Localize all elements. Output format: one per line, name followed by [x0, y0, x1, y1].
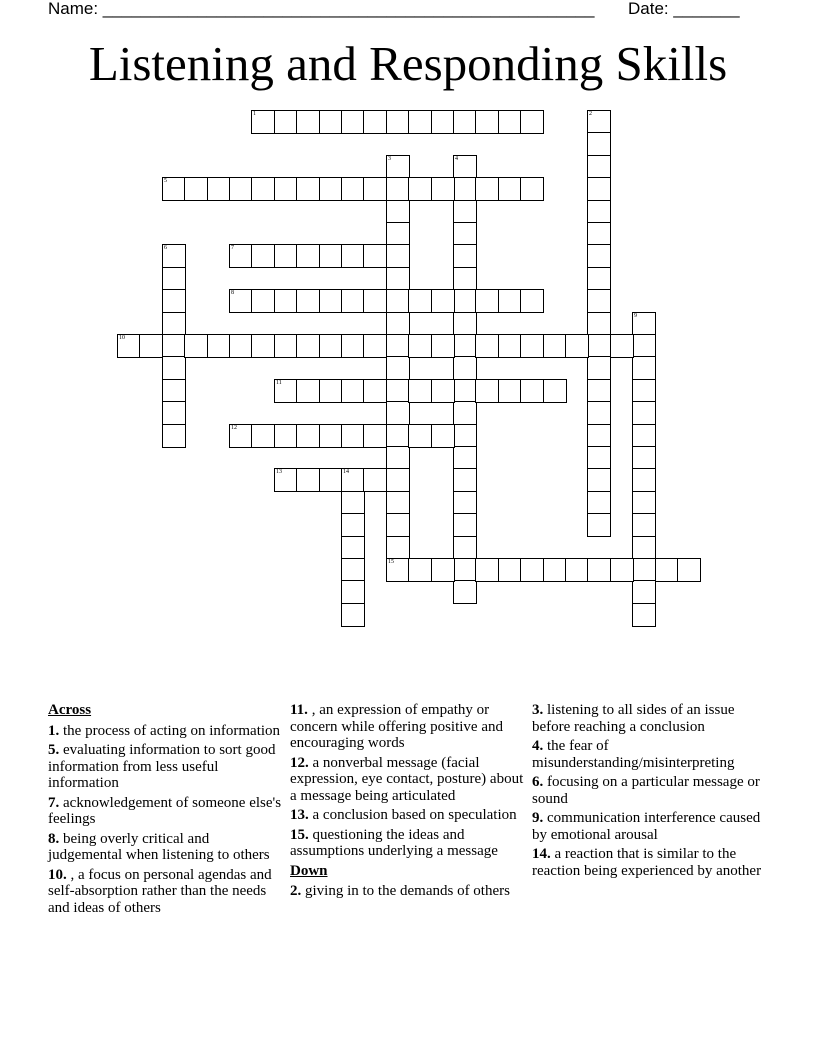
- crossword-cell[interactable]: [610, 334, 634, 358]
- clue-number: 11.: [290, 702, 308, 718]
- crossword-cell[interactable]: [475, 110, 499, 134]
- crossword-cell[interactable]: [162, 312, 186, 336]
- crossword-cell[interactable]: [587, 468, 611, 492]
- crossword-cell[interactable]: [341, 468, 365, 492]
- crossword-cell[interactable]: [632, 334, 656, 358]
- crossword-cell[interactable]: [296, 468, 320, 492]
- crossword-cell[interactable]: [386, 379, 410, 403]
- clue-number-label: 8: [231, 290, 234, 296]
- clue-down-2: [290, 883, 530, 900]
- page-title: Listening and Responding Skills: [88, 36, 728, 91]
- crossword-cell[interactable]: [251, 110, 275, 134]
- crossword-cell[interactable]: [319, 468, 343, 492]
- clue-text: focusing on a particular message or sound: [532, 774, 760, 807]
- crossword-cell[interactable]: [677, 558, 701, 582]
- clue-down-4: [532, 738, 772, 771]
- crossword-cell[interactable]: [408, 289, 432, 313]
- crossword-cell[interactable]: [408, 334, 432, 358]
- clue-number: 14.: [532, 846, 551, 862]
- clue-number-label: 5: [164, 178, 167, 184]
- clue-number: 8.: [48, 830, 60, 847]
- crossword-cell[interactable]: [587, 558, 611, 582]
- crossword-cell[interactable]: [453, 222, 477, 246]
- crossword-cell[interactable]: [296, 379, 320, 403]
- crossword-cell[interactable]: [587, 513, 611, 537]
- crossword-cell[interactable]: [162, 424, 186, 448]
- crossword-cell[interactable]: [587, 312, 611, 336]
- crossword-cell[interactable]: [655, 558, 679, 582]
- clues-column-3: [532, 702, 772, 882]
- crossword-cell[interactable]: [453, 110, 477, 134]
- crossword-cell[interactable]: [341, 603, 365, 627]
- clue-text: a conclusion based on speculation: [312, 807, 517, 823]
- clue-number-label: 4: [455, 156, 458, 162]
- crossword-cell[interactable]: [520, 379, 544, 403]
- crossword-cell[interactable]: [587, 289, 611, 313]
- crossword-cell[interactable]: [386, 177, 410, 201]
- clue-across-13: [290, 807, 530, 824]
- crossword-cell[interactable]: [341, 177, 365, 201]
- clue-number-label: 1: [253, 111, 256, 117]
- crossword-cell[interactable]: [229, 334, 253, 358]
- crossword-cell[interactable]: [587, 244, 611, 268]
- crossword-cell[interactable]: [475, 177, 499, 201]
- crossword-cell[interactable]: [162, 177, 186, 201]
- clue-down-6: [532, 774, 772, 807]
- crossword-cell[interactable]: [520, 558, 544, 582]
- crossword-cell[interactable]: [632, 558, 656, 582]
- crossword-cell[interactable]: [498, 379, 522, 403]
- clue-text: , a focus on personal agendas and self-absorption rather than the needs and ideas of others: [48, 866, 272, 916]
- crossword-cell[interactable]: [453, 446, 477, 470]
- crossword-cell[interactable]: [319, 334, 343, 358]
- crossword-cell[interactable]: [543, 334, 567, 358]
- clue-text: being overly critical and judgemental when listening to others: [48, 830, 270, 863]
- crossword-cell[interactable]: [587, 401, 611, 425]
- crossword-cell[interactable]: [453, 536, 477, 560]
- crossword-cell[interactable]: [229, 289, 253, 313]
- clue-number: 4.: [532, 738, 544, 754]
- crossword-cell[interactable]: [386, 244, 410, 268]
- crossword-cell[interactable]: [453, 312, 477, 336]
- clue-number-label: 11: [276, 380, 282, 386]
- clue-text: , an expression of empathy or concern while offering positive and encouraging words: [290, 702, 503, 751]
- crossword-cell[interactable]: [162, 244, 186, 268]
- crossword-cell[interactable]: [431, 177, 455, 201]
- clue-number: 1.: [48, 722, 60, 739]
- date-field[interactable]: Date: _______: [628, 0, 740, 18]
- clue-text: questioning the ideas and assumptions underlying a message: [290, 826, 498, 859]
- crossword-cell[interactable]: [162, 334, 186, 358]
- crossword-cell[interactable]: [274, 177, 298, 201]
- clue-text: a reaction that is similar to the reaction being experienced by another: [532, 846, 762, 879]
- clue-down-9: [532, 810, 772, 843]
- crossword-cell[interactable]: [587, 200, 611, 224]
- crossword-cell[interactable]: [632, 356, 656, 380]
- crossword-cell[interactable]: [632, 424, 656, 448]
- crossword-cell[interactable]: [274, 468, 298, 492]
- clue-across-12: [290, 755, 530, 805]
- crossword-cell[interactable]: [274, 244, 298, 268]
- crossword-cell[interactable]: [498, 177, 522, 201]
- crossword-cell[interactable]: [587, 177, 611, 201]
- crossword-cell[interactable]: [341, 244, 365, 268]
- crossword-cell[interactable]: [453, 289, 477, 313]
- clue-number-label: 9: [634, 313, 637, 319]
- crossword-cell[interactable]: [229, 244, 253, 268]
- crossword-cell[interactable]: [475, 558, 499, 582]
- crossword-cell[interactable]: [386, 267, 410, 291]
- crossword-cell[interactable]: [587, 155, 611, 179]
- crossword-cell[interactable]: [386, 110, 410, 134]
- clue-across-10: [48, 867, 284, 917]
- crossword-cell[interactable]: [341, 424, 365, 448]
- crossword-cell[interactable]: [229, 424, 253, 448]
- crossword-cell[interactable]: [386, 289, 410, 313]
- crossword-cell[interactable]: [453, 424, 477, 448]
- crossword-cell[interactable]: [498, 334, 522, 358]
- crossword-cell[interactable]: [341, 513, 365, 537]
- clue-number-label: 6: [164, 245, 167, 251]
- crossword-cell[interactable]: [363, 468, 387, 492]
- crossword-cell[interactable]: [431, 334, 455, 358]
- crossword-cell[interactable]: [341, 110, 365, 134]
- crossword-cell[interactable]: [408, 110, 432, 134]
- crossword-cell[interactable]: [632, 468, 656, 492]
- crossword-cell[interactable]: [296, 177, 320, 201]
- crossword-cell[interactable]: [475, 334, 499, 358]
- crossword-cell[interactable]: [386, 424, 410, 448]
- crossword-cell[interactable]: [319, 424, 343, 448]
- crossword-cell[interactable]: [386, 356, 410, 380]
- clue-number-label: 3: [388, 156, 391, 162]
- crossword-cell[interactable]: [341, 379, 365, 403]
- clue-number-label: 2: [589, 111, 592, 117]
- crossword-cell[interactable]: [363, 244, 387, 268]
- crossword-cell[interactable]: [475, 379, 499, 403]
- clues-column-1: [48, 702, 284, 919]
- clue-number: 15.: [290, 826, 309, 843]
- crossword-cell[interactable]: [453, 177, 477, 201]
- crossword-cell[interactable]: [408, 558, 432, 582]
- crossword-cell[interactable]: [587, 356, 611, 380]
- across-heading: Across: [48, 702, 92, 718]
- clue-down-3: [532, 702, 772, 735]
- crossword-cell[interactable]: [162, 356, 186, 380]
- clue-across-8: [48, 831, 284, 864]
- clue-number: 13.: [290, 807, 309, 823]
- crossword-cell[interactable]: [498, 289, 522, 313]
- crossword-cell[interactable]: [587, 446, 611, 470]
- clue-across-5: [48, 742, 284, 792]
- crossword-cell[interactable]: [453, 379, 477, 403]
- crossword-cell[interactable]: [207, 177, 231, 201]
- clue-text: acknowledgement of someone else's feelings: [48, 794, 282, 827]
- crossword-cell[interactable]: [296, 424, 320, 448]
- crossword-cell[interactable]: [341, 334, 365, 358]
- crossword-cell[interactable]: [453, 513, 477, 537]
- crossword-cell[interactable]: [296, 110, 320, 134]
- crossword-cell[interactable]: [453, 200, 477, 224]
- crossword-cell[interactable]: [520, 110, 544, 134]
- clue-text: giving in to the demands of others: [305, 883, 510, 899]
- crossword-cell[interactable]: [632, 446, 656, 470]
- crossword-cell[interactable]: [184, 177, 208, 201]
- crossword-cell[interactable]: [386, 155, 410, 179]
- crossword-cell[interactable]: [475, 289, 499, 313]
- crossword-cell[interactable]: [498, 110, 522, 134]
- crossword-cell[interactable]: [162, 379, 186, 403]
- crossword-cell[interactable]: [453, 491, 477, 515]
- crossword-cell[interactable]: [386, 312, 410, 336]
- crossword-cell[interactable]: [453, 155, 477, 179]
- clue-across-7: [48, 795, 284, 828]
- crossword-cell[interactable]: [632, 513, 656, 537]
- clue-number-label: 13: [276, 469, 282, 475]
- crossword-cell[interactable]: [431, 379, 455, 403]
- clue-across-11: [290, 702, 530, 752]
- crossword-cell[interactable]: [543, 379, 567, 403]
- crossword-cell[interactable]: [386, 491, 410, 515]
- crossword-cell[interactable]: [229, 177, 253, 201]
- crossword-cell[interactable]: [363, 334, 387, 358]
- crossword-cell[interactable]: [386, 536, 410, 560]
- crossword-cell[interactable]: [162, 401, 186, 425]
- crossword-cell[interactable]: [453, 356, 477, 380]
- clue-text: the process of acting on information: [63, 722, 281, 739]
- crossword-cell[interactable]: [341, 558, 365, 582]
- crossword-cell[interactable]: [587, 491, 611, 515]
- crossword-cell[interactable]: [363, 289, 387, 313]
- crossword-cell[interactable]: [117, 334, 141, 358]
- crossword-cell[interactable]: [162, 289, 186, 313]
- crossword-cell[interactable]: [386, 513, 410, 537]
- crossword-cell[interactable]: [251, 289, 275, 313]
- crossword-cell[interactable]: [341, 580, 365, 604]
- crossword-cell[interactable]: [319, 177, 343, 201]
- crossword-cell[interactable]: [251, 177, 275, 201]
- crossword-cell[interactable]: [587, 424, 611, 448]
- crossword-cell[interactable]: [207, 334, 231, 358]
- crossword-cell[interactable]: [341, 491, 365, 515]
- crossword-cell[interactable]: [431, 558, 455, 582]
- crossword-cell[interactable]: [587, 267, 611, 291]
- crossword-cell[interactable]: [610, 558, 634, 582]
- crossword-cell[interactable]: [520, 289, 544, 313]
- crossword-cell[interactable]: [319, 244, 343, 268]
- crossword-cell[interactable]: [632, 536, 656, 560]
- crossword-cell[interactable]: [565, 334, 589, 358]
- crossword-cell[interactable]: [453, 580, 477, 604]
- crossword-cell[interactable]: [341, 536, 365, 560]
- crossword-cell[interactable]: [453, 267, 477, 291]
- clue-number: 5.: [48, 742, 60, 758]
- clue-number: 10.: [48, 866, 67, 883]
- crossword-cell[interactable]: [386, 446, 410, 470]
- crossword-cell[interactable]: [386, 222, 410, 246]
- crossword-cell[interactable]: [408, 177, 432, 201]
- crossword-cell[interactable]: [296, 289, 320, 313]
- crossword-cell[interactable]: [363, 379, 387, 403]
- crossword-cell[interactable]: [274, 379, 298, 403]
- clue-number: 2.: [290, 883, 302, 899]
- crossword-cell[interactable]: [632, 491, 656, 515]
- crossword-cell[interactable]: [139, 334, 163, 358]
- crossword-cell[interactable]: [274, 110, 298, 134]
- crossword-cell[interactable]: [587, 222, 611, 246]
- crossword-cell[interactable]: [363, 177, 387, 201]
- crossword-cell[interactable]: [319, 379, 343, 403]
- crossword-cell[interactable]: [453, 401, 477, 425]
- crossword-cell[interactable]: [520, 334, 544, 358]
- crossword-cell[interactable]: [184, 334, 208, 358]
- crossword-cell[interactable]: [587, 379, 611, 403]
- crossword-cell[interactable]: [453, 468, 477, 492]
- crossword-cell[interactable]: [565, 558, 589, 582]
- crossword-cell[interactable]: [431, 424, 455, 448]
- crossword-cell[interactable]: [319, 289, 343, 313]
- crossword-cell[interactable]: [251, 334, 275, 358]
- crossword-cell[interactable]: [453, 558, 477, 582]
- crossword-cell[interactable]: [296, 334, 320, 358]
- crossword-cell[interactable]: [520, 177, 544, 201]
- crossword-cell[interactable]: [543, 558, 567, 582]
- crossword-cell[interactable]: [632, 580, 656, 604]
- clue-text: communication interference caused by emotional arousal: [532, 810, 761, 843]
- crossword-cell[interactable]: [408, 424, 432, 448]
- crossword-cell[interactable]: [587, 334, 611, 358]
- crossword-cell[interactable]: [274, 334, 298, 358]
- crossword-cell[interactable]: [632, 401, 656, 425]
- down-heading: Down: [290, 862, 328, 879]
- clue-text: the fear of misunderstanding/misinterpreting: [532, 738, 735, 771]
- clue-number-label: 7: [231, 245, 234, 251]
- crossword-cell[interactable]: [386, 334, 410, 358]
- clue-number-label: 15: [388, 559, 394, 565]
- crossword-cell[interactable]: [251, 424, 275, 448]
- clue-text: a nonverbal message (facial expression, eye contact, posture) about a message being articulated: [290, 754, 524, 804]
- crossword-cell[interactable]: [319, 110, 343, 134]
- crossword-cell[interactable]: [162, 267, 186, 291]
- clue-down-14: [532, 846, 772, 879]
- clue-text: listening to all sides of an issue before reaching a conclusion: [532, 702, 735, 735]
- crossword-cell[interactable]: [431, 289, 455, 313]
- crossword-cell[interactable]: [498, 558, 522, 582]
- crossword-cell[interactable]: [386, 558, 410, 582]
- clue-number: 9.: [532, 810, 544, 826]
- crossword-cell[interactable]: [386, 468, 410, 492]
- crossword-cell[interactable]: [363, 110, 387, 134]
- clue-number: 7.: [48, 794, 60, 811]
- clue-number: 12.: [290, 754, 309, 771]
- crossword-cell[interactable]: [274, 289, 298, 313]
- crossword-cell[interactable]: [632, 312, 656, 336]
- clue-number-label: 10: [119, 335, 125, 341]
- crossword-cell[interactable]: [408, 379, 432, 403]
- crossword-cell[interactable]: [632, 379, 656, 403]
- clue-number-label: 14: [343, 469, 349, 475]
- clues-column-2: [290, 702, 530, 903]
- crossword-cell[interactable]: [341, 289, 365, 313]
- crossword-cell[interactable]: [296, 244, 320, 268]
- clue-number: 6.: [532, 774, 544, 790]
- clue-across-15: [290, 827, 530, 860]
- crossword-cell[interactable]: [587, 132, 611, 156]
- crossword-cell[interactable]: [453, 334, 477, 358]
- crossword-cell[interactable]: [274, 424, 298, 448]
- name-field[interactable]: Name: ____________________________________________________: [48, 0, 595, 18]
- clue-across-1: [48, 723, 284, 740]
- crossword-cell[interactable]: [587, 110, 611, 134]
- clue-number: 3.: [532, 702, 544, 718]
- crossword-cell[interactable]: [251, 244, 275, 268]
- crossword-cell[interactable]: [363, 424, 387, 448]
- clue-text: evaluating information to sort good information from less useful information: [48, 742, 276, 791]
- crossword-cell[interactable]: [431, 110, 455, 134]
- crossword-cell[interactable]: [453, 244, 477, 268]
- clue-number-label: 12: [231, 425, 237, 431]
- crossword-cell[interactable]: [386, 200, 410, 224]
- crossword-cell[interactable]: [386, 401, 410, 425]
- crossword-cell[interactable]: [632, 603, 656, 627]
